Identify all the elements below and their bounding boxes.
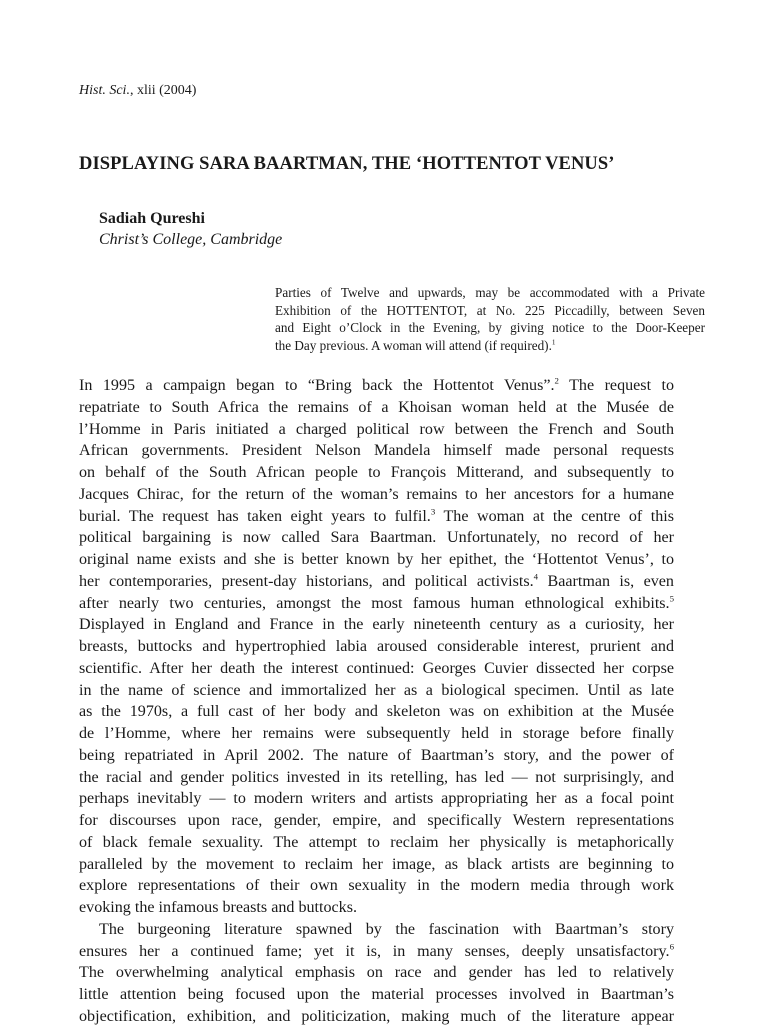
footnote-marker: 2	[554, 375, 559, 386]
paragraph-line: African governments. President Nelson Mandela himself made personal requests	[79, 442, 674, 460]
paragraph-line	[79, 941, 674, 963]
paragraph-line	[79, 375, 674, 397]
running-head	[79, 82, 196, 100]
paragraph-line: original name exists and she is better known by her epithet, the ‘Hottentot Venus’, to	[79, 551, 674, 568]
paragraph-line-text: ensures her a continued fame; yet it is, in many senses, deeply unsatisfactory.	[79, 942, 670, 960]
paragraph-line-text: Baartman is, even	[538, 572, 674, 590]
footnote-marker: 3	[430, 505, 436, 516]
paragraph-line-text: The woman at the centre of this	[435, 507, 675, 525]
author-block	[99, 208, 282, 250]
paragraph-line-text: after nearly two centuries, amongst the most famous human ethnological exhibits.	[79, 594, 670, 612]
paragraph-line	[79, 571, 674, 593]
paragraph-line: explore representations of their own sexuality in the modern media through work	[79, 877, 674, 895]
journal-volume: , xlii (2004)	[129, 83, 197, 98]
paragraph-line	[79, 593, 674, 615]
epigraph-line: Parties of Twelve and upwards, may be accommodated with a Private	[275, 285, 705, 300]
paragraph-line: scientific. After her death the interest continued: Georges Cuvier dissected her corpse	[79, 659, 674, 677]
epigraph-line: Exhibition of the HOTTENTOT, at No. 225 Piccadilly, between Seven	[275, 302, 705, 318]
paragraph-line-text: her contemporaries, present-day historians, and political activists.	[79, 572, 534, 590]
footnote-marker: 5	[669, 592, 674, 603]
paragraph-line: Displayed in England and France in the early nineteenth century as a curiosity, her	[79, 616, 674, 634]
paragraph-line: repatriate to South Africa the remains of a Khoisan woman held at the Musée de	[79, 398, 674, 416]
epigraph-line-text: the Day previous. A woman will attend (if required).	[275, 337, 552, 353]
paragraph-line-text: burial. The request has taken eight years to fulfil.	[79, 507, 431, 525]
paragraph-line: evoking the infamous breasts and buttocks.	[79, 899, 358, 916]
paragraph-line: objectification, exhibition, and politicization, making much of the literature appear	[79, 1007, 674, 1025]
footnote-marker: 6	[669, 940, 674, 951]
paragraph-line: little attention being focused upon the material processes involved in Baartman’s	[79, 986, 674, 1003]
paragraph-line: of black female sexuality. The attempt to reclaim her physically is metaphorically	[79, 833, 674, 851]
epigraph	[275, 284, 705, 354]
paragraph-line-text: The request to	[558, 377, 675, 394]
paragraph-line: perhaps inevitably — to modern writers and artists appropriating her as a focal point	[79, 790, 674, 808]
paragraph-line: The overwhelming analytical emphasis on race and gender has led to relatively	[79, 964, 674, 982]
paragraph-line-text: In 1995 a campaign began to “Bring back the Hottentot Venus”.	[79, 377, 555, 394]
journal-abbreviation: Hist. Sci.	[79, 83, 130, 98]
paragraph-line: Jacques Chirac, for the return of the woman’s remains to her ancestors for a humane	[79, 485, 674, 503]
paragraph-line: being repatriated in April 2002. The nature of Baartman’s story, and the power of	[79, 746, 674, 764]
paragraph-line: for discourses upon race, gender, empire, and specifically Western representations	[79, 812, 674, 829]
epigraph-line: and Eight o’Clock in the Evening, by giving notice to the Door-Keeper	[275, 320, 705, 336]
footnote-marker: 1	[551, 338, 556, 347]
paragraph-line: as the 1970s, a full cast of her body and skeleton was on exhibition at the Musée	[79, 703, 674, 721]
paragraph-line: the racial and gender politics invested in its retelling, has led — not surprisingly, and	[79, 768, 674, 786]
author-name: Sadiah Qureshi	[99, 210, 205, 227]
paragraph-line: paralleled by the movement to reclaim her image, as black artists are beginning to	[79, 855, 674, 873]
paragraph-line: breasts, buttocks and hypertrophied labia aroused considerable interest, prurient and	[79, 638, 674, 655]
epigraph-line	[275, 337, 705, 355]
paragraph-line: political bargaining is now called Sara Baartman. Unfortunately, no record of her	[79, 529, 674, 547]
paragraph-line: l’Homme in Paris initiated a charged political row between the French and South	[79, 420, 674, 438]
paragraph-line: The burgeoning literature spawned by the fascination with Baartman’s story	[99, 920, 674, 938]
author-affiliation: Christ’s College, Cambridge	[99, 231, 283, 248]
body-text	[79, 375, 674, 1028]
paragraph-line: in the name of science and immortalized her as a biological specimen. Until as late	[79, 681, 674, 699]
paragraph-line	[79, 506, 674, 528]
footnote-marker: 4	[533, 571, 539, 582]
article-title: DISPLAYING SARA BAARTMAN, THE ‘HOTTENTOT VENUS’	[79, 154, 615, 174]
paragraph-line: on behalf of the South African people to François Mitterand, and subsequently to	[79, 464, 674, 481]
paragraph-line: de l’Homme, where her remains were subsequently held in storage before finally	[79, 725, 674, 742]
